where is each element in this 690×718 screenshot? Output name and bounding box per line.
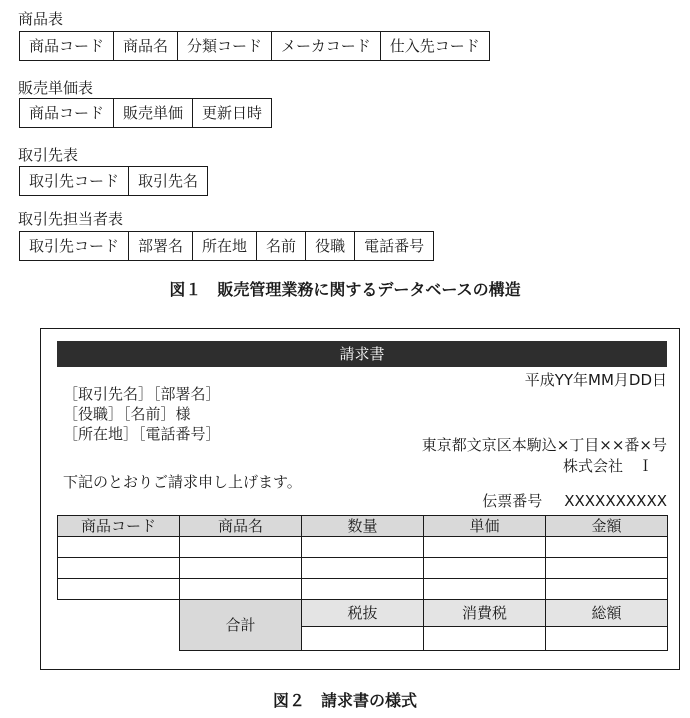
table-name-client-contacts: 取引先担当者表 [18,210,124,228]
table-name-sales-price: 販売単価表 [18,79,94,97]
schema-column: 更新日時 [192,99,271,127]
schema-column: 販売単価 [113,99,192,127]
schema-column: 取引先コード [29,237,120,255]
table-header-row [58,516,668,537]
table-row [58,537,668,558]
schema-column: 商品名 [113,32,177,60]
schema-products [19,31,490,61]
header-product-name: 商品名 [180,516,302,537]
header-product-code: 商品コード [58,516,180,537]
invoice-table [57,515,668,651]
value-tax-excluded [302,627,424,651]
schema-sales-price [19,98,272,128]
schema-column: 分類コード [177,32,271,60]
schema-column: 仕入先コード [380,32,489,60]
issuer-company: 株式会社 Ｉ [562,457,653,475]
table-row [58,579,668,600]
header-unit-price: 単価 [424,516,546,537]
header-grand-total: 総額 [546,600,668,627]
value-consumption-tax [424,627,546,651]
schema-clients [19,166,208,196]
schema-column: 取引先コード [29,172,120,190]
value-grand-total [546,627,668,651]
slip-number-label: 伝票番号 [482,492,543,510]
greeting-text: 下記のとおりご請求申し上げます。 [63,473,302,491]
issuer-address: 東京都文京区本駒込×丁目××番×号 [421,436,667,454]
schema-column: 商品コード [29,104,105,122]
recipient-line-3: ［所在地］［電話番号］ [63,425,221,443]
invoice-date: 平成YY年MM月DD日 [524,371,667,389]
total-header-row [58,600,668,627]
header-consumption-tax: 消費税 [424,600,546,627]
table-name-clients: 取引先表 [18,146,79,164]
total-label: 合計 [180,600,302,651]
header-quantity: 数量 [302,516,424,537]
recipient-line-1: ［取引先名］［部署名］ [63,385,221,403]
invoice-form [40,328,680,670]
header-amount: 金額 [546,516,668,537]
invoice-title: 請求書 [57,341,667,367]
table-row [58,558,668,579]
slip-number [482,491,667,511]
schema-column: 部署名 [128,232,192,260]
schema-column: メーカコード [271,32,380,60]
slip-number-value: XXXXXXXXXX [564,492,667,510]
figure-2-caption: 図２ 請求書の様式 [272,691,417,710]
schema-column: 電話番号 [354,232,433,260]
schema-column: 取引先名 [128,167,207,195]
figure-1-caption: 図１ 販売管理業務に関するデータベースの構造 [169,280,521,299]
header-tax-excluded: 税抜 [302,600,424,627]
schema-column: 名前 [256,232,305,260]
table-name-products: 商品表 [18,10,64,28]
schema-column: 所在地 [192,232,256,260]
schema-column: 商品コード [29,37,105,55]
schema-client-contacts [19,231,434,261]
schema-column: 役職 [305,232,354,260]
recipient-line-2: ［役職］［名前］様 [63,405,191,423]
